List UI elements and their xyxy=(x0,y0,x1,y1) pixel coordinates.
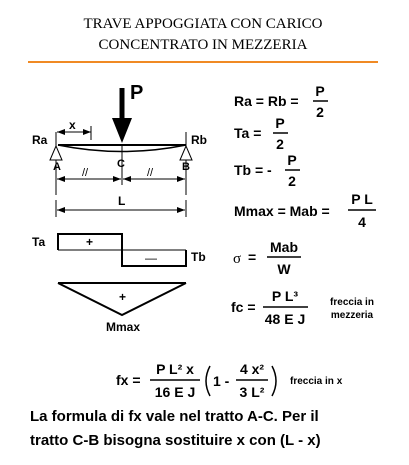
point-a-label: A xyxy=(53,161,61,173)
footer-line-1: La formula di fx vale nel tratto A-C. Per il xyxy=(30,408,319,425)
freccia-in-x-label: freccia in x xyxy=(290,376,343,387)
formula-fx-num2: 4 x² xyxy=(239,361,265,377)
point-b-label: B xyxy=(182,161,190,173)
formula-sigma-num: Mab xyxy=(270,239,298,255)
shear-ta-label: Ta xyxy=(32,235,46,249)
formula-sigma-den: W xyxy=(277,261,291,277)
shear-tb-label: Tb xyxy=(191,250,206,264)
formula-tb-lhs: Tb = - xyxy=(234,162,272,178)
formula-ta-lhs: Ta = xyxy=(234,125,262,141)
formula-fx-paren-left xyxy=(206,366,210,396)
formula-mmax-lhs: Mmax = Mab = xyxy=(234,203,330,219)
title-line-2: CONCENTRATO IN MEZZERIA xyxy=(98,37,308,53)
point-c-label: C xyxy=(117,158,125,170)
formula-fx-lhs: fx = xyxy=(116,372,141,388)
formula-tb-num: P xyxy=(287,152,297,168)
shear-plus-sign: + xyxy=(86,235,94,249)
reaction-ra-label: Ra xyxy=(32,133,48,147)
formula-ra-lhs: Ra = Rb = xyxy=(234,93,299,109)
dim-x-label: x xyxy=(69,118,76,132)
formula-fc-den: 48 E J xyxy=(264,311,306,327)
formula-fc-num: P L³ xyxy=(271,288,299,304)
formula-tb-den: 2 xyxy=(288,173,296,189)
formula-fx-den: 16 E J xyxy=(154,384,196,400)
formula-ta-den: 2 xyxy=(276,136,284,152)
freccia-mezzeria-line-2: mezzeria xyxy=(330,310,374,321)
hatch-right: // xyxy=(147,167,154,179)
formula-sigma-eq: = xyxy=(248,249,257,265)
hatch-left: // xyxy=(82,167,89,179)
load-label: P xyxy=(130,82,144,104)
formula-ta-num: P xyxy=(275,115,285,131)
reaction-rb-label: Rb xyxy=(191,133,207,147)
shear-minus-sign: — xyxy=(145,251,157,265)
support-a xyxy=(50,146,62,160)
formula-mmax-num: P L xyxy=(351,191,373,207)
load-arrow-head xyxy=(112,118,132,143)
formula-ra-den: 2 xyxy=(316,104,324,120)
formula-fx-one-minus: 1 - xyxy=(213,373,230,389)
support-b xyxy=(180,146,192,160)
footer-line-2: tratto C-B bisogna sostituire x con (L - x) xyxy=(30,432,321,449)
formula-fx-num: P L² x xyxy=(156,361,194,377)
formula-fx-paren-right xyxy=(272,366,276,396)
formula-mmax-den: 4 xyxy=(358,214,366,230)
moment-plus-sign: + xyxy=(119,290,127,304)
formula-ra-num: P xyxy=(315,83,325,99)
formula-fx-den2: 3 L² xyxy=(239,384,265,400)
freccia-mezzeria-line-1: freccia in xyxy=(330,297,374,308)
formula-fc-lhs: fc = xyxy=(231,299,256,315)
dim-l-label: L xyxy=(118,194,126,208)
title-line-1: TRAVE APPOGGIATA CON CARICO xyxy=(83,16,323,32)
mmax-label: Mmax xyxy=(106,320,141,334)
formula-sigma-symbol: σ xyxy=(233,251,242,267)
